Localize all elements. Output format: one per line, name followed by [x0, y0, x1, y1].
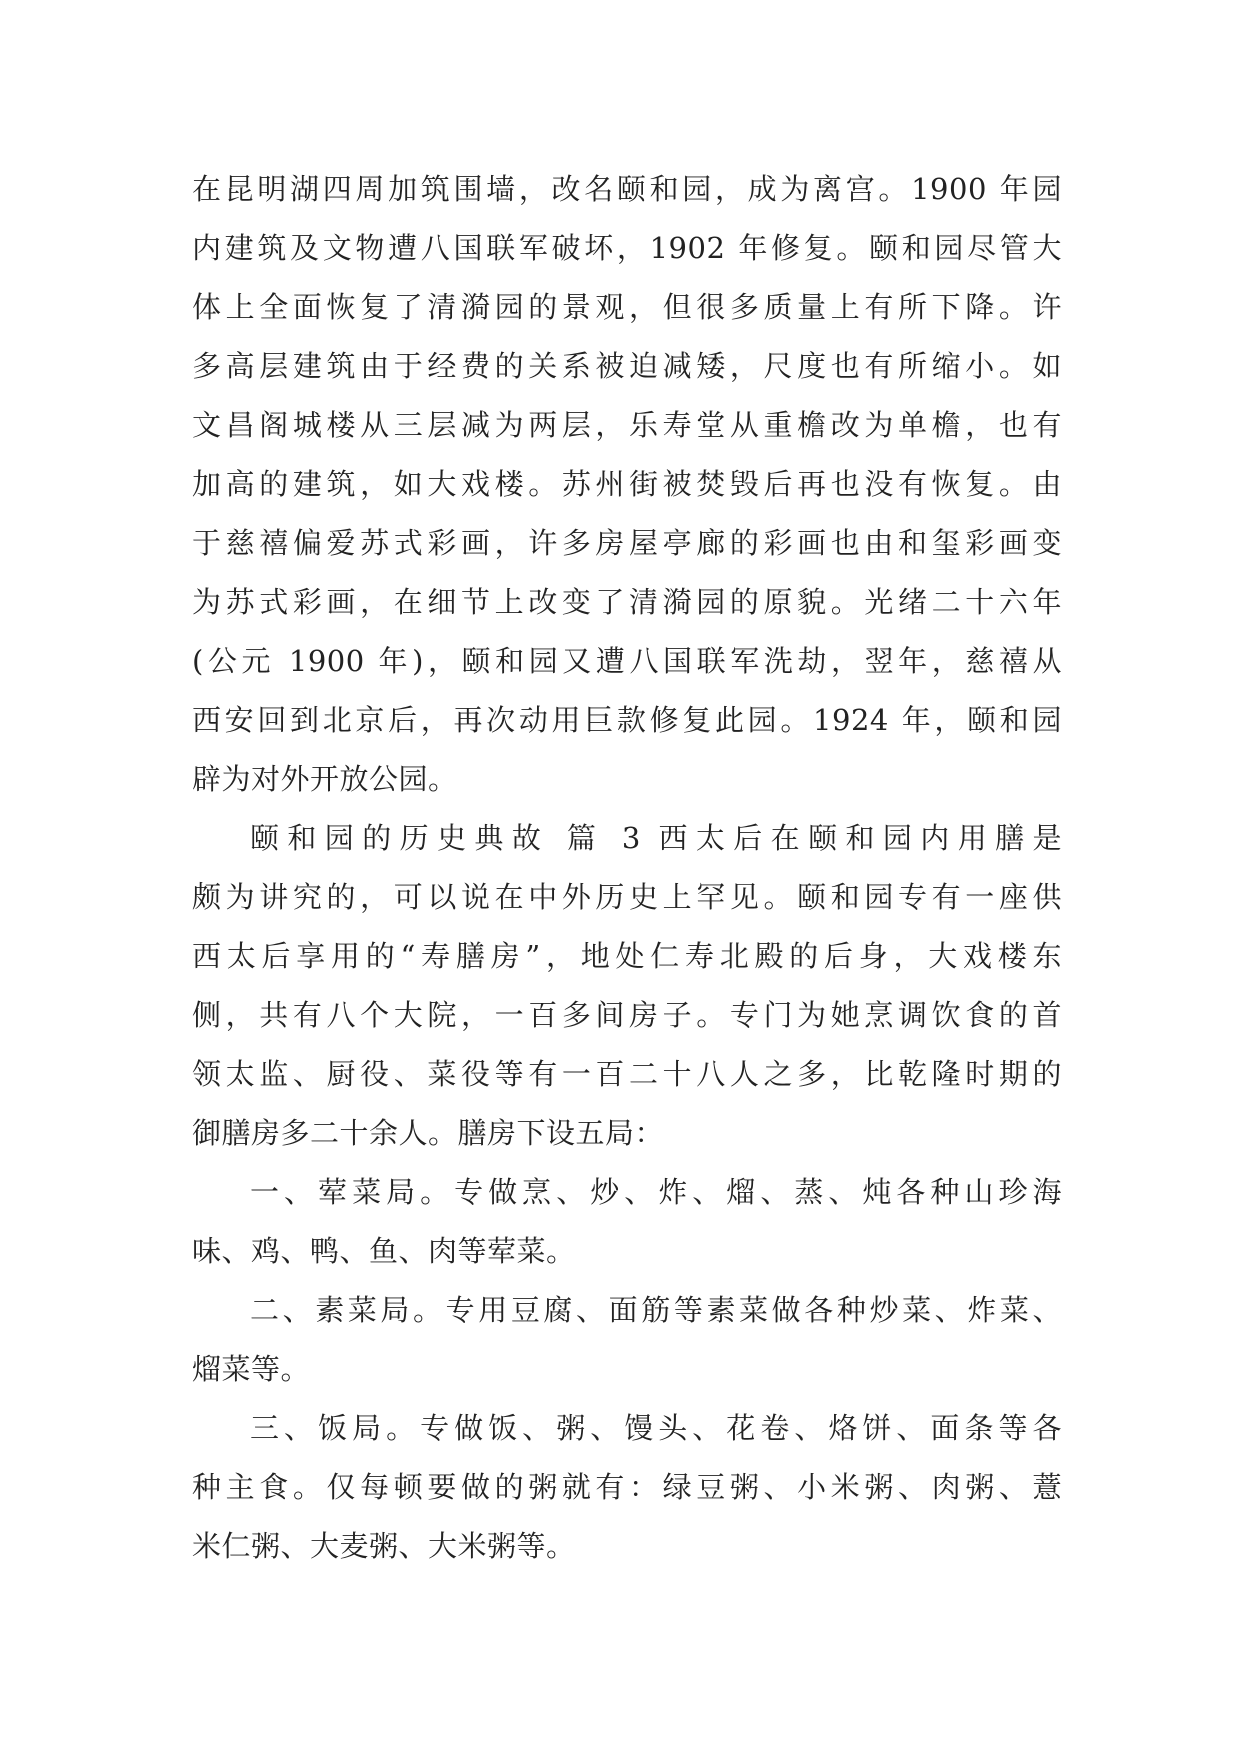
paragraph	[192, 809, 1062, 1163]
document-page	[192, 160, 1062, 1576]
text-line: 多高层建筑由于经费的关系被迫减矮，尺度也有所缩小。如	[192, 349, 1062, 383]
text-line: 二、素菜局。专用豆腐、面筋等素菜做各种炒菜、炸菜、	[250, 1293, 1062, 1327]
text-line: 体上全面恢复了清漪园的景观，但很多质量上有所下降。许	[192, 290, 1062, 324]
paragraph	[192, 1163, 1062, 1281]
section-heading-line: 颐和园的历史典故 篇 3 西太后在颐和园内用膳是	[250, 821, 1062, 855]
text-line: 一、荤菜局。专做烹、炒、炸、熘、蒸、炖各种山珍海	[250, 1175, 1062, 1209]
text-line: 内建筑及文物遭八国联军破坏，1902 年修复。颐和园尽管大	[192, 231, 1062, 265]
text-line: 在昆明湖四周加筑围墙，改名颐和园，成为离宫。1900 年园	[192, 172, 1062, 206]
text-line: 种主食。仅每顿要做的粥就有：绿豆粥、小米粥、肉粥、薏	[192, 1470, 1062, 1504]
text-line: 御膳房多二十余人。膳房下设五局：	[192, 1116, 665, 1150]
text-line: 领太监、厨役、菜役等有一百二十八人之多，比乾隆时期的	[192, 1057, 1062, 1091]
text-line: 西安回到北京后，再次动用巨款修复此园。1924 年，颐和园	[192, 703, 1062, 737]
text-line: 文昌阁城楼从三层减为两层，乐寿堂从重檐改为单檐，也有	[192, 408, 1062, 442]
paragraph	[192, 1399, 1062, 1576]
text-line: 米仁粥、大麦粥、大米粥等。	[192, 1529, 576, 1563]
text-line: 为苏式彩画，在细节上改变了清漪园的原貌。光绪二十六年	[192, 585, 1062, 619]
text-line: 辟为对外开放公园。	[192, 762, 458, 796]
text-line: 侧，共有八个大院，一百多间房子。专门为她烹调饮食的首	[192, 998, 1062, 1032]
text-line: (公元 1900 年)，颐和园又遭八国联军洗劫，翌年，慈禧从	[192, 644, 1062, 678]
text-line: 加高的建筑，如大戏楼。苏州街被焚毁后再也没有恢复。由	[192, 467, 1062, 501]
text-line: 西太后享用的“寿膳房”，地处仁寿北殿的后身，大戏楼东	[192, 939, 1062, 973]
text-line: 颇为讲究的，可以说在中外历史上罕见。颐和园专有一座供	[192, 880, 1062, 914]
text-line: 三、饭局。专做饭、粥、馒头、花卷、烙饼、面条等各	[250, 1411, 1062, 1445]
paragraph	[192, 1281, 1062, 1399]
text-line: 于慈禧偏爱苏式彩画，许多房屋亭廊的彩画也由和玺彩画变	[192, 526, 1062, 560]
paragraph	[192, 160, 1062, 809]
text-line: 熘菜等。	[192, 1352, 311, 1386]
text-line: 味、鸡、鸭、鱼、肉等荤菜。	[192, 1234, 576, 1268]
